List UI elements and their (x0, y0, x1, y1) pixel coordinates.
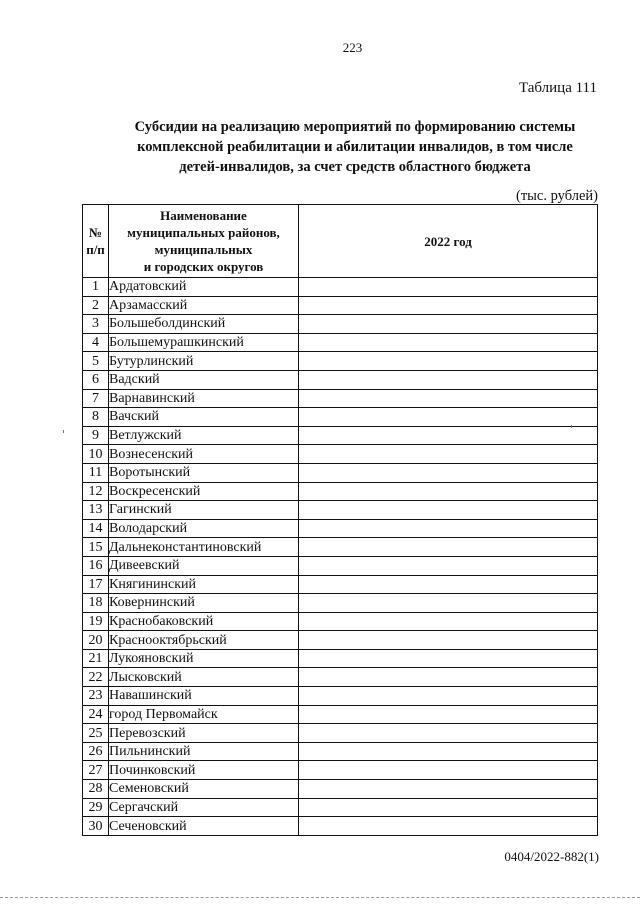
title-line: комплексной реабилитации и абилитации инвалидов, в том числе (137, 139, 573, 155)
row-municipality: Краснобаковский (109, 612, 299, 631)
table-row (83, 817, 598, 836)
subsidy-table (82, 204, 598, 836)
row-number: 22 (83, 668, 109, 687)
row-municipality: Вознесенский (109, 445, 299, 464)
row-value-2022 (299, 333, 598, 352)
table-row (83, 631, 598, 650)
row-number: 7 (83, 389, 109, 408)
row-municipality: Варнавинский (109, 389, 299, 408)
table-row (83, 463, 598, 482)
row-number: 5 (83, 352, 109, 371)
title-line: детей-инвалидов, за счет средств областного бюджета (179, 159, 531, 175)
header-name-line: муниципальных (154, 242, 253, 257)
row-municipality: Пильнинский (109, 742, 299, 761)
row-value-2022 (299, 278, 598, 297)
row-number: 12 (83, 482, 109, 501)
row-number: 8 (83, 408, 109, 427)
row-municipality: Перевозский (109, 724, 299, 743)
row-municipality: Краснооктябрьский (109, 631, 299, 650)
row-municipality: Княгининский (109, 575, 299, 594)
row-municipality: Вачский (109, 408, 299, 427)
row-value-2022 (299, 724, 598, 743)
row-number: 4 (83, 333, 109, 352)
table-row (83, 501, 598, 520)
header-number (83, 205, 109, 278)
page-number: 223 (342, 40, 363, 55)
header-name-line: Наименование (160, 208, 247, 223)
row-municipality: Гагинский (109, 501, 299, 520)
table-row (83, 296, 598, 315)
scan-mark (63, 430, 64, 433)
header-number-line: № (88, 225, 103, 240)
row-municipality: Лукояновский (109, 649, 299, 668)
row-number: 6 (83, 370, 109, 389)
row-number: 2 (83, 296, 109, 315)
table-row (83, 445, 598, 464)
row-number: 14 (83, 519, 109, 538)
scan-mark (571, 425, 572, 428)
row-number: 10 (83, 445, 109, 464)
row-value-2022 (299, 631, 598, 650)
table-row (83, 482, 598, 501)
table-row (83, 278, 598, 297)
row-municipality: Ветлужский (109, 426, 299, 445)
row-municipality: Дивеевский (109, 556, 299, 575)
row-municipality: Воскресенский (109, 482, 299, 501)
row-value-2022 (299, 352, 598, 371)
header-name (109, 205, 299, 278)
row-number: 1 (83, 278, 109, 297)
row-value-2022 (299, 780, 598, 799)
row-value-2022 (299, 482, 598, 501)
table-header-row (83, 205, 598, 278)
table-row (83, 668, 598, 687)
row-value-2022 (299, 296, 598, 315)
row-number: 30 (83, 817, 109, 836)
table-row (83, 594, 598, 613)
table-row (83, 370, 598, 389)
row-value-2022 (299, 519, 598, 538)
row-number: 25 (83, 724, 109, 743)
row-value-2022 (299, 408, 598, 427)
row-value-2022 (299, 594, 598, 613)
table-label: Таблица 111 (518, 80, 597, 96)
row-number: 23 (83, 687, 109, 706)
row-municipality: Навашинский (109, 687, 299, 706)
row-value-2022 (299, 575, 598, 594)
row-value-2022 (299, 463, 598, 482)
row-number: 28 (83, 780, 109, 799)
row-number: 24 (83, 705, 109, 724)
table-row (83, 612, 598, 631)
table-row (83, 408, 598, 427)
row-municipality: Ардатовский (109, 278, 299, 297)
table-row (83, 705, 598, 724)
row-municipality: Лысковский (109, 668, 299, 687)
table-body (83, 278, 598, 836)
table-row (83, 389, 598, 408)
row-municipality: Семеновский (109, 780, 299, 799)
row-number: 13 (83, 501, 109, 520)
title-line: Субсидии на реализацию мероприятий по формированию системы (134, 119, 576, 135)
row-municipality: Воротынский (109, 463, 299, 482)
row-value-2022 (299, 798, 598, 817)
row-municipality: Большеболдинский (109, 315, 299, 334)
row-municipality: Сеченовский (109, 817, 299, 836)
row-municipality: Володарский (109, 519, 299, 538)
row-number: 17 (83, 575, 109, 594)
row-number: 15 (83, 538, 109, 557)
row-number: 26 (83, 742, 109, 761)
header-name-line: муниципальных районов, (127, 225, 280, 240)
row-value-2022 (299, 389, 598, 408)
header-name-line: и городских округов (143, 259, 264, 274)
row-value-2022 (299, 761, 598, 780)
row-value-2022 (299, 649, 598, 668)
table-row (83, 352, 598, 371)
row-value-2022 (299, 538, 598, 557)
row-value-2022 (299, 817, 598, 836)
row-number: 20 (83, 631, 109, 650)
table-row (83, 687, 598, 706)
row-municipality: Вадский (109, 370, 299, 389)
units-label: (тыс. рублей) (516, 188, 598, 204)
row-municipality: Сергачский (109, 798, 299, 817)
row-municipality: город Первомайск (109, 705, 299, 724)
row-municipality: Арзамасский (109, 296, 299, 315)
row-number: 11 (83, 463, 109, 482)
row-municipality: Дальнеконстантиновский (109, 538, 299, 557)
table-row (83, 426, 598, 445)
row-municipality: Бутурлинский (109, 352, 299, 371)
row-value-2022 (299, 445, 598, 464)
table-row (83, 761, 598, 780)
row-value-2022 (299, 556, 598, 575)
row-value-2022 (299, 426, 598, 445)
row-value-2022 (299, 501, 598, 520)
table-row (83, 315, 598, 334)
row-number: 27 (83, 761, 109, 780)
row-municipality: Ковернинский (109, 594, 299, 613)
document-title (104, 117, 606, 177)
table-row (83, 742, 598, 761)
row-value-2022 (299, 705, 598, 724)
row-value-2022 (299, 742, 598, 761)
row-number: 29 (83, 798, 109, 817)
table-row (83, 724, 598, 743)
table-row (83, 649, 598, 668)
row-municipality: Починковский (109, 761, 299, 780)
row-municipality: Большемурашкинский (109, 333, 299, 352)
row-value-2022 (299, 668, 598, 687)
row-value-2022 (299, 687, 598, 706)
header-year: 2022 год (299, 205, 598, 278)
row-number: 3 (83, 315, 109, 334)
table-row (83, 575, 598, 594)
row-number: 18 (83, 594, 109, 613)
row-value-2022 (299, 370, 598, 389)
row-value-2022 (299, 612, 598, 631)
table-row (83, 538, 598, 557)
table-row (83, 798, 598, 817)
row-number: 16 (83, 556, 109, 575)
page-edge (0, 897, 640, 898)
table-row (83, 780, 598, 799)
row-number: 21 (83, 649, 109, 668)
table-row (83, 519, 598, 538)
table-row (83, 556, 598, 575)
footer-code: 0404/2022-882(1) (504, 849, 599, 864)
row-number: 9 (83, 426, 109, 445)
row-value-2022 (299, 315, 598, 334)
table-row (83, 333, 598, 352)
header-number-line: п/п (86, 242, 105, 257)
row-number: 19 (83, 612, 109, 631)
